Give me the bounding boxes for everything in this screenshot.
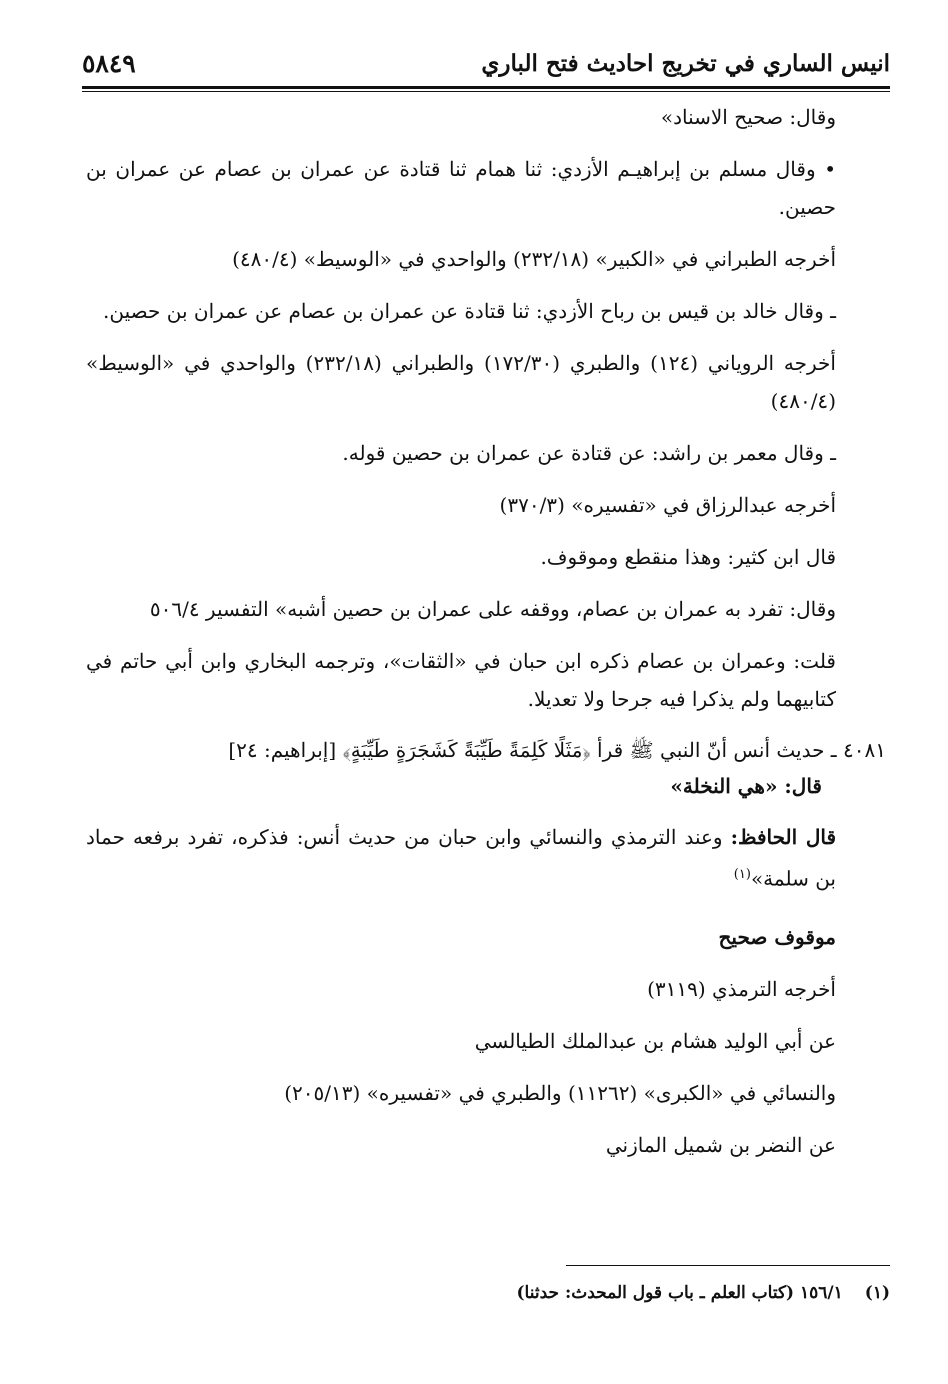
paragraph: أخرجه عبدالرزاق في «تفسيره» (٣٧٠/٣)	[499, 493, 836, 517]
footnote-number: (١)	[864, 1283, 890, 1303]
takhrij-line: والنسائي في «الكبرى» (١١٢٦٢) والطبري في «تفسيره» (٢٠٥/١٣)	[284, 1080, 836, 1105]
takhrij-line: أخرجه الترمذي (٣١١٩)	[647, 976, 836, 1001]
main-text	[86, 98, 886, 1164]
paragraph: وقال: صحيح الاسناد»	[660, 105, 836, 129]
running-title: انيس الساري في تخريج احاديث فتح الباري	[481, 50, 890, 77]
ruling: موقوف صحيح	[718, 924, 836, 949]
paragraph: ـ وقال خالد بن قيس بن رباح الأزدي: ثنا قتادة عن عمران بن عصام عن عمران بن حصين.	[103, 299, 836, 323]
paragraph: أخرجه الطبراني في «الكبير» (٢٣٢/١٨) والواحدي في «الوسيط» (٤٨٠/٤)	[232, 247, 836, 271]
paragraph: وقال: تفرد به عمران بن عصام، ووقفه على عمران بن حصين أشبه» التفسير ٥٠٦/٤	[149, 597, 836, 621]
hafiz-label: قال الحافظ:	[730, 825, 837, 849]
header-rule-thin	[82, 91, 890, 92]
takhrij-line: عن النضر بن شميل المازني	[605, 1132, 836, 1157]
footnote	[70, 1278, 890, 1308]
paragraph: • وقال مسلم بن إبراهيـم الأزدي: ثنا همام ثنا قتادة عن عمران بن عصام عن عمران بن حصين.	[86, 157, 836, 219]
paragraph: قلت: وعمران بن عصام ذكره ابن حبان في «الثقات»، وترجمه البخاري وابن أبي حاتم في كتابيهما ولم يذكرا فيه جرحا ولا تعديلا.	[86, 649, 836, 711]
footnote-text: ١٥٦/١ (كتاب العلم ـ باب قول المحدث: حدثنا)	[516, 1283, 843, 1303]
page-header	[82, 40, 890, 84]
header-rule-thick	[82, 86, 890, 89]
footnote-rule	[566, 1265, 890, 1266]
hadith-answer: قال: «هي النخلة»	[670, 774, 822, 798]
hadith-text: ٤٠٨١ ـ حديث أنس أنّ النبي ﷺ قرأ ﴿مَثَلًا كَلِمَةً طَيِّبَةً كَشَجَرَةٍ طَيِّبَةٍ﴾ [إبراهيم: ٢٤]	[228, 738, 886, 762]
paragraph: قال ابن كثير: وهذا منقطع وموقوف.	[540, 545, 836, 569]
paragraph: ـ وقال معمر بن راشد: عن قتادة عن عمران بن حصين قوله.	[342, 441, 836, 465]
takhrij-line: عن أبي الوليد هشام بن عبدالملك الطيالسي	[474, 1028, 836, 1053]
hadith-heading	[86, 732, 886, 768]
hafiz-statement	[86, 818, 886, 898]
footnote-ref: (١)	[733, 867, 751, 882]
paragraph: أخرجه الروياني (١٢٤) والطبري (١٧٢/٣٠) والطبراني (٢٣٢/١٨) والواحدي في «الوسيط» (٤٨٠/٤)	[86, 351, 836, 413]
page-number: ٥٨٤٩	[82, 49, 136, 78]
hafiz-text: وعند الترمذي والنسائي وابن حبان من حديث أنس: فذكره، تفرد برفعه حماد بن سلمة»	[86, 825, 836, 891]
